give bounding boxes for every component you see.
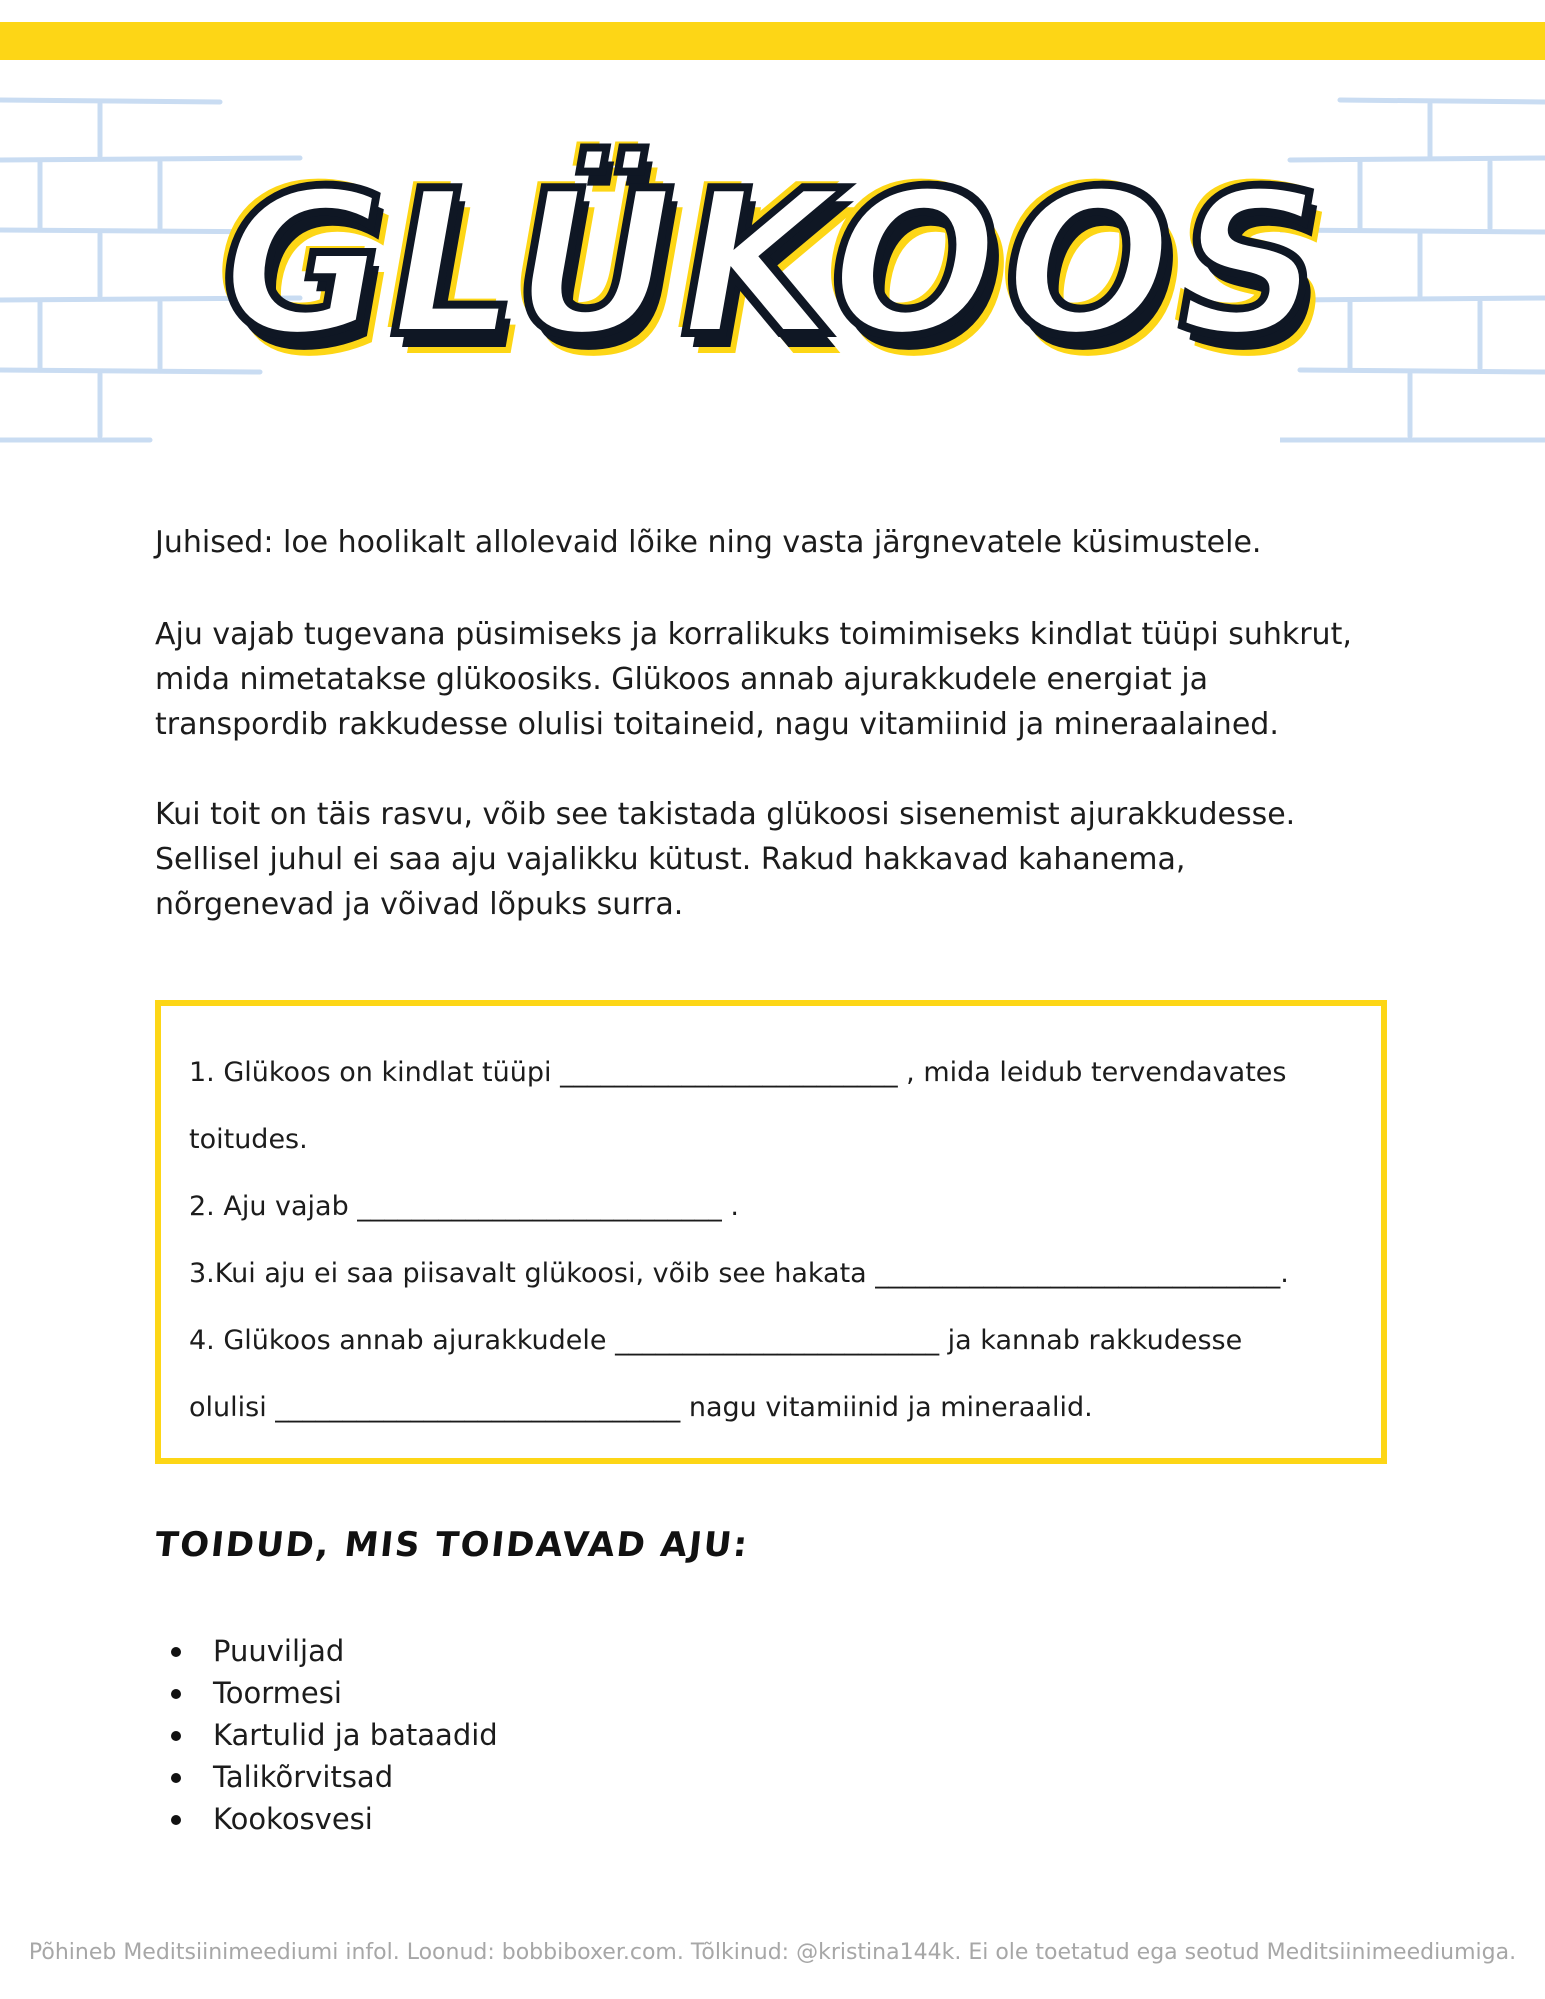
foods-list [155,1630,498,1840]
instructions-text: Juhised: loe hoolikalt allolevaid lõike ning vasta järgnevatele küsimustele. [155,525,1262,560]
foods-heading: TOIDUD, MIS TOIDAVAD AJU: [152,1525,751,1565]
paragraph-line: Aju vajab tugevana püsimiseks ja korralikuks toimimiseks kindlat tüüpi suhkrut, [155,617,1352,652]
paragraph-line: Sellisel juhul ei saa aju vajalikku kütust. Rakud hakkavad kahanema, [155,842,1186,877]
food-item: Talikõrvitsad [213,1760,394,1794]
list-item [155,1756,498,1798]
footer-credits: Põhineb Meditsiinimeediumi infol. Loonud: bobbiboxer.com. Tõlkinud: @kristina144k. Ei ole toetatud ega seotud Meditsiinimeediumiga. [28,1940,1517,1965]
food-item: Kartulid ja bataadid [213,1718,498,1752]
question-1: 1. Glükoos on kindlat tüüpi _________________________ , mida leidub tervendavates [189,1057,1287,1088]
bullet-icon [171,1815,181,1825]
question-4: 4. Glükoos annab ajurakkudele ________________________ ja kannab rakkudesse [189,1325,1243,1356]
title-area [0,140,1545,400]
paragraph-line: mida nimetatakse glükoosiks. Glükoos annab ajurakkudele energiat ja [155,662,1209,697]
list-item [155,1630,498,1672]
page-title: GLÜKOOS [199,148,1346,381]
bullet-icon [171,1773,181,1783]
food-item: Kookosvesi [213,1802,373,1836]
list-item [155,1798,498,1840]
question-1-continuation: toitudes. [189,1124,308,1155]
food-item: Puuviljad [213,1634,345,1668]
list-item [155,1672,498,1714]
paragraph-line: nõrgenevad ja võivad lõpuks surra. [155,887,684,922]
paragraph-line: transpordib rakkudesse olulisi toitaineid, nagu vitamiinid ja mineraalained. [155,707,1279,742]
paragraph-line: Kui toit on täis rasvu, võib see takistada glükoosi sisenemist ajurakkudesse. [155,797,1296,832]
question-4-continuation: olulisi ______________________________ nagu vitamiinid ja mineraalid. [189,1392,1093,1423]
questions-box [155,1000,1387,1464]
bullet-icon [171,1689,181,1699]
question-3: 3.Kui aju ei saa piisavalt glükoosi, võib see hakata ______________________________. [189,1258,1289,1289]
top-accent-bar [0,22,1545,60]
paragraph-1 [155,612,1415,747]
bullet-icon [171,1647,181,1657]
paragraph-2 [155,792,1415,927]
food-item: Toormesi [213,1676,342,1710]
bullet-icon [171,1731,181,1741]
list-item [155,1714,498,1756]
question-2: 2. Aju vajab ___________________________ . [189,1191,739,1222]
